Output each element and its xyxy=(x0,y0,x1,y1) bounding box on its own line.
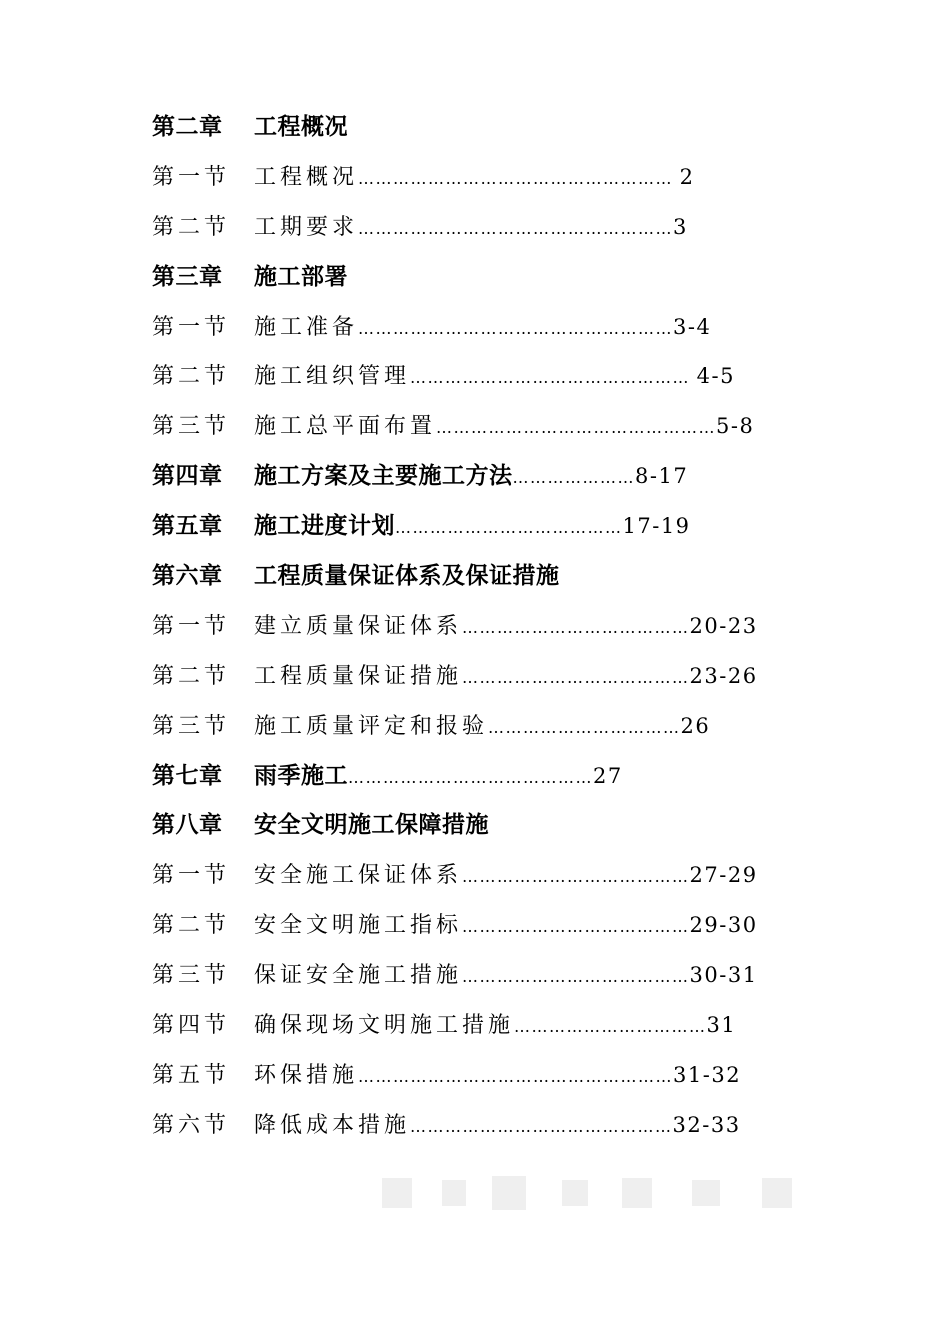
chapter-title: 施工方案及主要施工方法 xyxy=(254,463,513,490)
toc-section-entry xyxy=(152,1101,832,1151)
section-title: 确保现场文明施工措施 xyxy=(254,1013,515,1039)
section-number: 第六节 xyxy=(152,1112,231,1138)
section-number: 第三节 xyxy=(152,414,231,440)
dot-leader: ………………………………………… xyxy=(410,368,697,388)
section-title: 施工组织管理 xyxy=(254,364,411,390)
dot-leader: ………………………………………… xyxy=(436,418,717,438)
section-number: 第一节 xyxy=(152,164,231,190)
section-title: 环保措施 xyxy=(254,1062,359,1088)
toc-section-entry xyxy=(152,1051,832,1101)
chapter-title: 施工进度计划 xyxy=(254,513,395,540)
toc-section-entry xyxy=(152,951,832,1001)
toc-chapter-entry xyxy=(152,452,832,502)
chapter-number: 第五章 xyxy=(152,513,223,540)
toc-section-entry xyxy=(152,652,832,702)
toc-section-entry xyxy=(152,901,832,951)
dot-leader: ………………………………… xyxy=(462,917,690,937)
dot-leader: ……………………………………………… xyxy=(358,168,680,188)
page-number: 8-17 xyxy=(635,464,689,489)
chapter-number: 第八章 xyxy=(152,812,223,839)
section-title: 保证安全施工措施 xyxy=(254,963,463,989)
dot-leader: ………………………………… xyxy=(462,667,690,687)
toc-chapter-entry xyxy=(152,253,832,303)
page-number: 30-31 xyxy=(689,963,758,988)
section-title: 施工质量评定和报验 xyxy=(254,713,489,739)
section-number: 第二节 xyxy=(152,663,231,689)
toc-chapter-entry xyxy=(152,801,832,851)
chapter-number: 第四章 xyxy=(152,463,223,490)
section-number: 第四节 xyxy=(152,1013,231,1039)
chapter-title: 工程质量保证体系及保证措施 xyxy=(254,563,560,590)
dot-leader: …………………………………… xyxy=(348,767,593,787)
chapter-title: 施工部署 xyxy=(254,263,348,290)
page-number: 31 xyxy=(706,1013,737,1038)
section-title: 施工总平面布置 xyxy=(254,414,437,440)
chapter-number: 第七章 xyxy=(152,762,223,789)
dot-leader: ……………………………………………… xyxy=(358,318,674,338)
chapter-number: 第三章 xyxy=(152,263,223,290)
section-title: 降低成本措施 xyxy=(254,1112,411,1138)
page-number: 3-4 xyxy=(673,314,712,339)
faint-watermark xyxy=(372,1168,812,1218)
section-number: 第二节 xyxy=(152,364,231,390)
section-title: 工程质量保证措施 xyxy=(254,663,463,689)
chapter-title: 安全文明施工保障措施 xyxy=(254,812,489,839)
page-number: 27-29 xyxy=(689,863,758,888)
toc-chapter-entry xyxy=(152,752,832,802)
toc-section-entry xyxy=(152,303,832,353)
toc-chapter-entry xyxy=(152,502,832,552)
toc-chapter-entry xyxy=(152,552,832,602)
page-number: 26 xyxy=(680,713,711,738)
page-number: 27 xyxy=(593,763,623,788)
dot-leader: ……………………………………………… xyxy=(358,218,674,238)
chapter-number: 第六章 xyxy=(152,563,223,590)
page-number: 17-19 xyxy=(622,514,691,539)
page-number: 32-33 xyxy=(672,1112,741,1137)
chapter-title: 工程概况 xyxy=(254,114,348,140)
section-title: 工程概况 xyxy=(254,164,359,190)
section-title: 安全文明施工指标 xyxy=(254,913,463,939)
chapter-number: 第二章 xyxy=(152,114,223,140)
toc-section-entry xyxy=(152,352,832,402)
chapter-title: 雨季施工 xyxy=(254,762,348,789)
dot-leader: ………………………………… xyxy=(462,967,690,987)
toc-chapter-entry xyxy=(152,103,832,153)
page-number: 20-23 xyxy=(689,613,758,638)
dot-leader: …………………………… xyxy=(488,717,681,737)
page-number: 5-8 xyxy=(716,414,755,439)
section-title: 建立质量保证体系 xyxy=(254,613,463,639)
section-number: 第一节 xyxy=(152,613,231,639)
table-of-contents xyxy=(152,103,832,1151)
toc-section-entry xyxy=(152,1001,832,1051)
section-number: 第一节 xyxy=(152,314,231,340)
dot-leader: ………………… xyxy=(512,468,635,488)
toc-section-entry xyxy=(152,851,832,901)
page-number: 4-5 xyxy=(696,364,735,389)
section-title: 工期要求 xyxy=(254,214,359,240)
section-number: 第三节 xyxy=(152,713,231,739)
page-number: 23-26 xyxy=(689,663,758,688)
toc-section-entry xyxy=(152,402,832,452)
toc-section-entry xyxy=(152,203,832,253)
page-number: 31-32 xyxy=(673,1062,742,1087)
dot-leader: ………………………………… xyxy=(462,617,690,637)
page-number: 3 xyxy=(673,214,688,239)
toc-section-entry xyxy=(152,702,832,752)
dot-leader: ………………………………… xyxy=(395,518,623,538)
dot-leader: ……………………………………………… xyxy=(358,1066,674,1086)
page-number: 29-30 xyxy=(689,913,758,938)
dot-leader: …………………………… xyxy=(514,1017,707,1037)
section-number: 第二节 xyxy=(152,214,231,240)
page-number: 2 xyxy=(679,164,695,189)
toc-section-entry xyxy=(152,153,832,203)
dot-leader: ………………………………… xyxy=(462,867,690,887)
toc-section-entry xyxy=(152,602,832,652)
section-number: 第三节 xyxy=(152,963,231,989)
section-title: 安全施工保证体系 xyxy=(254,863,463,889)
section-title: 施工准备 xyxy=(254,314,359,340)
section-number: 第二节 xyxy=(152,913,231,939)
dot-leader: ……………………………………… xyxy=(410,1116,673,1136)
section-number: 第一节 xyxy=(152,863,231,889)
section-number: 第五节 xyxy=(152,1062,231,1088)
